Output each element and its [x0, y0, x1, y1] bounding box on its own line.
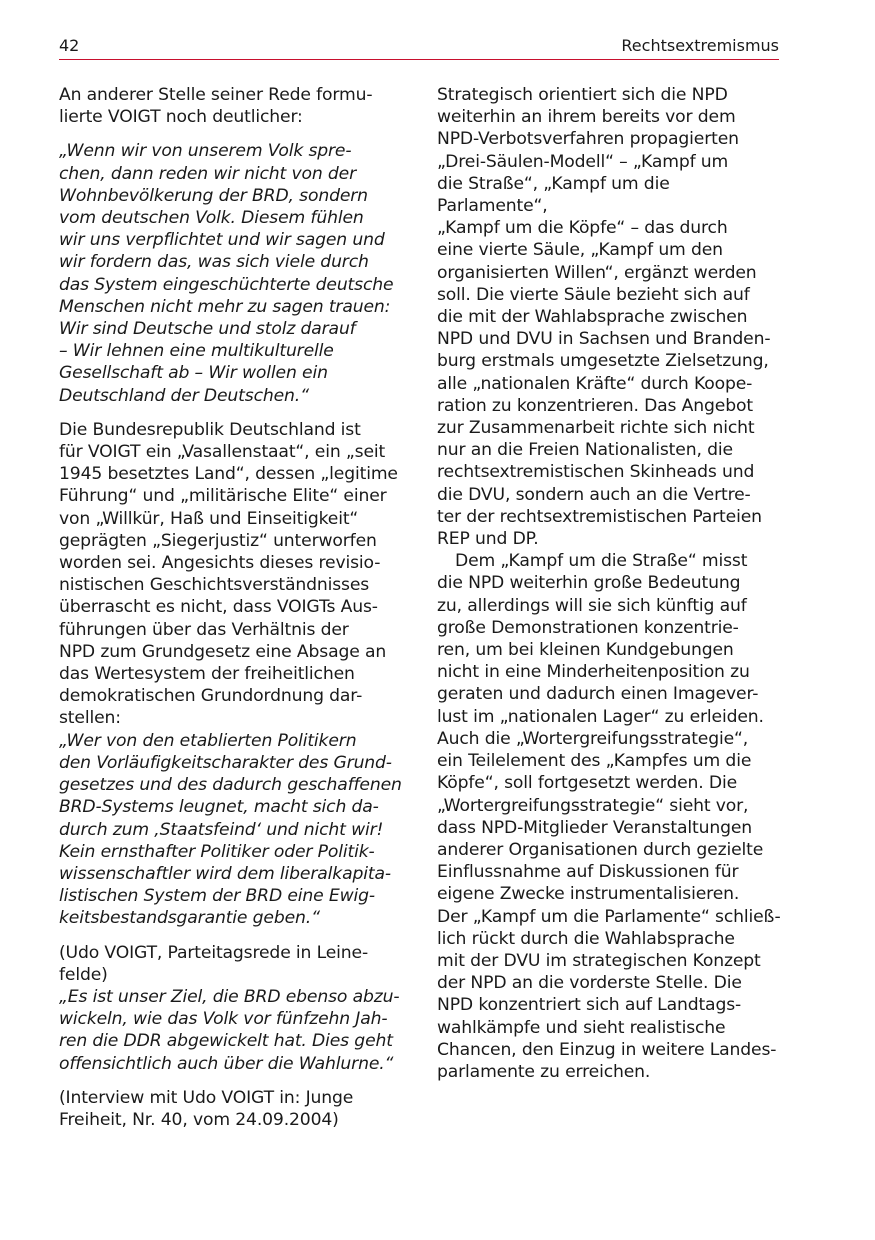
page-number: 42 — [59, 36, 80, 55]
body-paragraph-strategie: Strategisch orientiert sich die NPD weiterhin an ihrem bereits vor dem NPD-Verbotsverfahren propagierten „Drei-Säulen-Modell“ – „Kampf um die Straße“, „Kampf um die Parlamente“, „Kampf um die Köpfe“ – das durch eine vierte Säule, „Kampf um den organisierten Willen“, ergänzt werden soll. Die vierte Säule bezieht sich auf die mit der Wahlabsprache zwischen NPD und DVU in Sachsen und Branden- burg erstmals umgesetzte Zielsetzung, alle „nationalen Kräfte“ durch Koope- ration zu konzentrieren. Das Angebot zur Zusammenarbeit richte sich nicht nur an die Freien Nationalisten, die rechtsextremistischen Skinheads und die DVU, sondern auch an die Vertre- ter der rechtsextremistischen Parteien REP und DP. — [437, 85, 771, 550]
quote-source-parteitag: (Udo VOIGT, Parteitagsrede in Leine- felde) — [59, 942, 369, 985]
intro-paragraph: An anderer Stelle seiner Rede formu- lierte VOIGT noch deutlicher: — [59, 85, 373, 128]
body-paragraph-kampf: Dem „Kampf um die Straße“ misst die NPD weiterhin große Bedeutung zu, allerdings will sie sich künftig auf große Demonstrationen konzentrie- ren, um bei kleinen Kundgebungen nicht in eine Minderheitenposition zu geraten und dadurch einen Imagever- lust im „nationalen Lager“ zu erleiden. Auch die „Wortergreifungsstrategie“, ein Teilelement des „Kampfes um die Köpfe“, soll fortgesetzt werden. Die „Wortergreifungsstrategie“ sieht vor, dass NPD-Mitglieder Veranstaltungen anderer Organisationen durch gezielte Einflussnahme auf Diskussionen für eigene Zwecke instrumentalisieren. Der „Kampf um die Parlamente“ schließ- lich rückt durch die Wahlabsprache mit der DVU im strategischen Konzept der NPD an die vorderste Stelle. Die NPD konzentriert sich auf Landtags- wahlkämpfe und sieht realistische Chancen, den Einzug in weitere Landes- parlamente zu erreichen. — [437, 551, 781, 1082]
left-column — [59, 84, 404, 1131]
quote-block-grundgesetz — [59, 730, 404, 986]
quote-block-ddr — [59, 986, 404, 1131]
right-column — [437, 84, 782, 1083]
body-paragraph-brd: Die Bundesrepublik Deutschland ist für VOIGT ein „Vasallenstaat“, ein „seit 1945 besetztes Land“, dessen „legitime Führung“ und „militärische Elite“ einer von „Willkür, Haß und Einseitigkeit“ geprägten „Siegerjustiz“ unterworfen worden sei. Angesichts dieses revisio- nistischen Geschichtsverständnisses überrascht es nicht, dass VOIGTs Aus- führungen über das Verhältnis der NPD zum Grundgesetz eine Absage an das Wertesystem der freiheitlichen demokratischen Grundordnung dar- stellen: — [59, 419, 398, 729]
quote-source-interview: (Interview mit Udo VOIGT in: Junge Freiheit, Nr. 40, vom 24.09.2004) — [59, 1087, 354, 1130]
quote-voigt-volk: „Wenn wir von unserem Volk spre- chen, dann reden wir nicht von der Wohnbevölkerung der BRD, sondern vom deutschen Volk. Diesem fühlen wir uns verpflichtet und wir sagen und wir fordern das, was sich viele durch das System eingeschüchterte deutsche Menschen nicht mehr zu sagen trauen: Wir sind Deutsche und stolz darauf – Wir lehnen eine multikulturelle Gesellschaft ab – Wir wollen ein Deutschland der Deutschen.“ — [59, 141, 394, 406]
header-rule — [59, 59, 779, 60]
running-head: Rechtsextremismus — [621, 36, 779, 55]
quote-ddr: „Es ist unser Ziel, die BRD ebenso abzu- wickeln, wie das Volk vor fünfzehn Jah- ren die DDR abgewickelt hat. Dies geht offensichtlich auch über die Wahlurne.“ — [59, 986, 400, 1074]
quote-grundgesetz: „Wer von den etablierten Politikern den Vorläufigkeitscharakter des Grund- gesetzes und des dadurch geschaffenen BRD-Systems leugnet, macht sich da- durch zum ‚Staatsfeind‘ und nicht wir! Kein ernsthafter Politiker oder Politik- wissenschaftler wird dem liberalkapita- listischen System der BRD eine Ewig- keitsbestandsgarantie geben.“ — [59, 730, 402, 929]
